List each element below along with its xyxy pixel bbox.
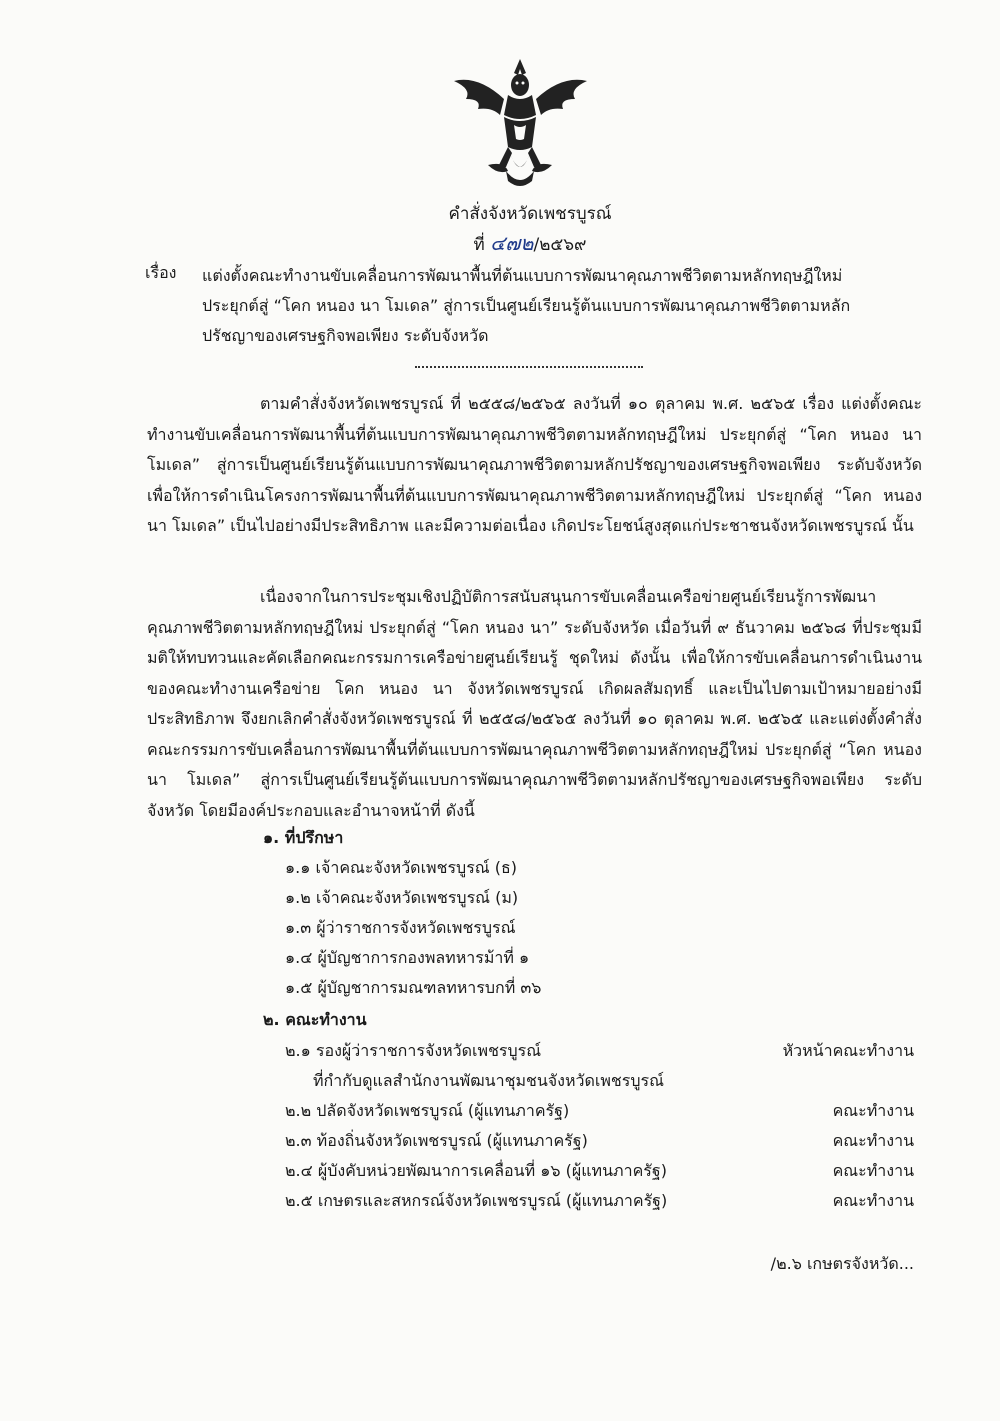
- working-group-role: คณะทำงาน: [832, 1191, 914, 1210]
- working-group-item: ๒.๓ ท้องถิ่นจังหวัดเพชรบูรณ์ (ผู้แทนภาครัฐ): [285, 1131, 588, 1150]
- order-number: [30, 227, 1000, 259]
- working-group-item: ๒.๑ รองผู้ว่าราชการจังหวัดเพชรบูรณ์: [285, 1041, 542, 1060]
- section-advisors-heading: ๑. ที่ปรึกษา: [263, 828, 344, 847]
- advisor-item: ๑.๓ ผู้ว่าราชการจังหวัดเพชรบูรณ์: [285, 918, 516, 937]
- page-continuation: /๒.๖ เกษตรจังหวัด...: [770, 1254, 914, 1273]
- paragraph-reference: ตามคำสั่งจังหวัดเพชรบูรณ์ ที่ ๒๕๕๘/๒๕๖๕ ลงวันที่ ๑๐ ตุลาคม พ.ศ. ๒๕๖๕ เรื่อง แต่งตั้งคณะทำงานขับเคลื่อนการพัฒนาพื้นที่ต้นแบบการพัฒนาคุณภาพชีวิตตามหลักทฤษฎีใหม่ ประยุกต์สู่ “โคก หนอง นา โมเดล” สู่การเป็นศูนย์เรียนรู้ต้นแบบการพัฒนาคุณภาพชีวิตตามหลักปรัชญาของเศรษฐกิจพอเพียง ระดับจังหวัด เพื่อให้การดำเนินโครงการพัฒนาพื้นที่ต้นแบบการพัฒนาคุณภาพชีวิตตามหลักทฤษฎีใหม่ ประยุกต์สู่ “โคก หนอง นา โมเดล” เป็นไปอย่างมีประสิทธิภาพ และมีความต่อเนื่อง เกิดประโยชน์สูงสุดแก่ประชาชนจังหวัดเพชรบูรณ์ นั้น: [147, 394, 922, 535]
- section-working-group-heading: ๒. คณะทำงาน: [263, 1010, 367, 1029]
- working-group-role: หัวหน้าคณะทำงาน: [782, 1041, 914, 1060]
- working-group-item: ๒.๔ ผู้บังคับหน่วยพัฒนาการเคลื่อนที่ ๑๖ (ผู้แทนภาครัฐ): [285, 1161, 667, 1180]
- subject-line: แต่งตั้งคณะทำงานขับเคลื่อนการพัฒนาพื้นที่ต้นแบบการพัฒนาคุณภาพชีวิตตามหลักทฤษฎีใหม่: [202, 266, 843, 285]
- paragraph-resolution: เนื่องจากในการประชุมเชิงปฏิบัติการสนับสนุนการขับเคลื่อนเครือข่ายศูนย์เรียนรู้การพัฒนาคุณภาพชีวิตตามหลักทฤษฎีใหม่ ประยุกต์สู่ “โคก หนอง นา” ระดับจังหวัด เมื่อวันที่ ๙ ธันวาคม ๒๕๖๘ ที่ประชุมมีมติให้ทบทวนและคัดเลือกคณะกรรมการเครือข่ายศูนย์เรียนรู้ ชุดใหม่ ดังนั้น เพื่อให้การขับเคลื่อนการดำเนินงานของคณะทำงานเครือข่าย โคก หนอง นา จังหวัดเพชรบูรณ์ เกิดผลสัมฤทธิ์ และเป็นไปตามเป้าหมายอย่างมีประสิทธิภาพ จึงยกเลิกคำสั่งจังหวัดเพชรบูรณ์ ที่ ๒๕๕๘/๒๕๖๕ ลงวันที่ ๑๐ ตุลาคม พ.ศ. ๒๕๖๕ และแต่งตั้งคำสั่งคณะกรรมการขับเคลื่อนการพัฒนาพื้นที่ต้นแบบการพัฒนาคุณภาพชีวิตตามหลักทฤษฎีใหม่ ประยุกต์สู่ “โคก หนอง นา โมเดล” สู่การเป็นศูนย์เรียนรู้ต้นแบบการพัฒนาคุณภาพชีวิตตามหลักปรัชญาของเศรษฐกิจพอเพียง ระดับจังหวัด โดยมีองค์ประกอบและอำนาจหน้าที่ ดังนี้: [147, 587, 922, 820]
- subject-text: [202, 261, 922, 351]
- subject-line: ปรัชญาของเศรษฐกิจพอเพียง ระดับจังหวัด: [202, 326, 489, 345]
- working-group-item: ๒.๒ ปลัดจังหวัดเพชรบูรณ์ (ผู้แทนภาครัฐ): [285, 1101, 570, 1120]
- working-group-role: คณะทำงาน: [832, 1161, 914, 1180]
- working-group-item-continuation: ที่กำกับดูแลสำนักงานพัฒนาชุมชนจังหวัดเพชรบูรณ์: [313, 1071, 664, 1090]
- subject-label: เรื่อง: [145, 263, 177, 282]
- advisor-item: ๑.๔ ผู้บัญชาการกองพลทหารม้าที่ ๑: [285, 948, 530, 967]
- advisor-item: ๑.๒ เจ้าคณะจังหวัดเพชรบูรณ์ (ม): [285, 888, 519, 907]
- working-group-item: ๒.๕ เกษตรและสหกรณ์จังหวัดเพชรบูรณ์ (ผู้แทนภาครัฐ): [285, 1191, 668, 1210]
- working-group-role: คณะทำงาน: [832, 1101, 914, 1120]
- dotted-separator: [415, 366, 643, 368]
- order-number-handwritten: ๔๗๒: [490, 231, 534, 255]
- advisor-item: ๑.๕ ผู้บัญชาการมณฑลทหารบกที่ ๓๖: [285, 978, 542, 997]
- order-title: คำสั่งจังหวัดเพชรบูรณ์: [448, 204, 612, 224]
- garuda-emblem-icon: [448, 55, 593, 195]
- order-number-prefix: ที่: [473, 235, 485, 255]
- advisor-item: ๑.๑ เจ้าคณะจังหวัดเพชรบูรณ์ (ธ): [285, 858, 517, 877]
- order-number-suffix: /๒๕๖๙: [533, 235, 587, 255]
- subject-line: ประยุกต์สู่ “โคก หนอง นา โมเดล” สู่การเป็นศูนย์เรียนรู้ต้นแบบการพัฒนาคุณภาพชีวิตตามหลัก: [202, 296, 851, 315]
- working-group-role: คณะทำงาน: [832, 1131, 914, 1150]
